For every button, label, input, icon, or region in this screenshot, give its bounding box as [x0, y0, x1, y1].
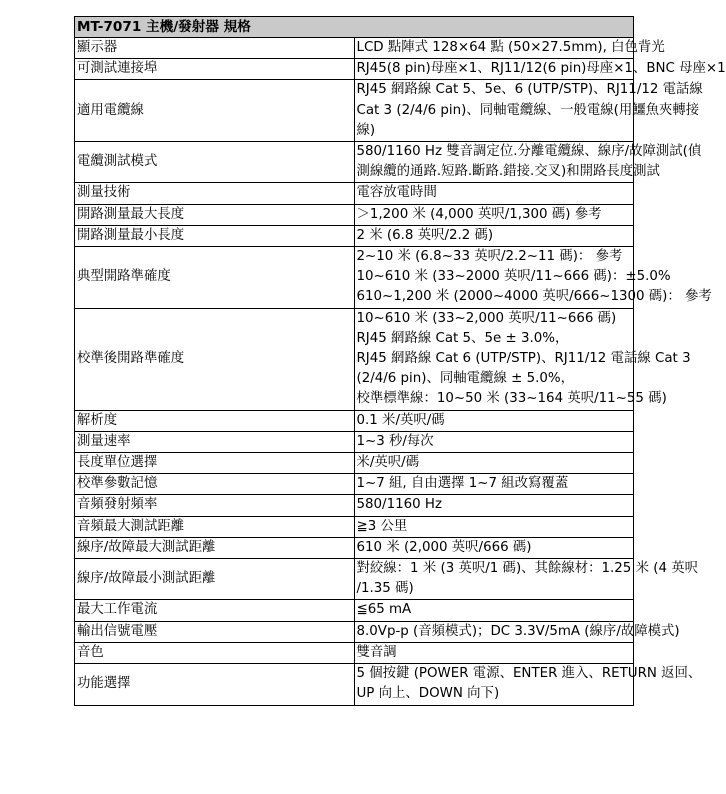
spec-row	[75, 474, 634, 495]
spec-label: 線序/故障最小測試距離	[75, 559, 355, 600]
spec-value-line: 對絞線：1 米 (3 英呎/1 碼)、其餘線材：1.25 米 (4 英呎	[356, 561, 699, 577]
spec-value-line: 580/1160 Hz	[356, 497, 443, 513]
spec-row	[75, 142, 634, 183]
spec-row	[75, 38, 634, 59]
spec-value	[354, 183, 634, 204]
spec-value	[354, 59, 726, 80]
spec-value-line: Cat 3 (2/4/6 pin)、同軸電纜線、一般電線(用鱷魚夾轉接	[356, 102, 700, 118]
spec-row	[75, 664, 634, 705]
spec-value-line: RJ45 網路線 Cat 5、5e、6 (UTP/STP)、RJ11/12 電話線	[356, 82, 703, 98]
spec-label: 解析度	[75, 410, 355, 431]
spec-row	[75, 495, 634, 516]
spec-value	[354, 453, 634, 474]
spec-value	[354, 621, 680, 642]
spec-value-line: 米/英呎/碼	[356, 455, 420, 471]
spec-row	[75, 600, 634, 621]
spec-value-line: 610 米 (2,000 英呎/666 碼)	[356, 539, 532, 555]
spec-row	[75, 559, 634, 600]
spec-value-line: 2 米 (6.8 英呎/2.2 碼)	[356, 227, 494, 243]
spec-value	[354, 308, 691, 410]
spec-label: 典型開路準確度	[75, 247, 355, 309]
spec-value	[354, 142, 702, 183]
spec-label: 長度單位選擇	[75, 453, 355, 474]
spec-label: 顯示器	[75, 38, 355, 59]
spec-value	[354, 431, 634, 452]
spec-value-line: RJ45 網路線 Cat 6 (UTP/STP)、RJ11/12 電話線 Cat 3	[356, 351, 691, 367]
spec-value-line: RJ45(8 pin)母座×1、RJ11/12(6 pin)母座×1、BNC 母座×1	[356, 61, 726, 77]
spec-value-line: 1~7 組, 自由選擇 1~7 組改寫覆蓋	[356, 476, 569, 492]
spec-label: 音頻最大測試距離	[75, 516, 355, 537]
spec-value	[354, 204, 634, 225]
spec-value-line: ＞1,200 米 (4,000 英呎/1,300 碼) 參考	[356, 206, 602, 222]
spec-table	[74, 16, 726, 706]
spec-row	[75, 453, 634, 474]
spec-value-line: 1~3 秒/每次	[356, 433, 434, 449]
spec-value	[354, 247, 712, 309]
spec-value-line: UP 向上、DOWN 向下)	[356, 686, 500, 702]
spec-row	[75, 537, 634, 558]
spec-value	[354, 225, 634, 246]
spec-value-line: 線)	[356, 122, 376, 138]
spec-value-line: 測線纜的通路.短路.斷路.錯接.交叉)和開路長度測試	[356, 164, 660, 180]
spec-value	[354, 410, 634, 431]
spec-row	[75, 308, 634, 410]
spec-label: 校準參數記憶	[75, 474, 355, 495]
spec-value-line: 0.1 米/英呎/碼	[356, 412, 445, 428]
spec-label: 校準後開路準確度	[75, 308, 355, 410]
spec-value	[354, 642, 634, 663]
spec-label: 開路測量最小長度	[75, 225, 355, 246]
spec-value	[354, 495, 634, 516]
spec-label: 開路測量最大長度	[75, 204, 355, 225]
spec-label: 音色	[75, 642, 355, 663]
spec-row	[75, 431, 634, 452]
spec-value-line: LCD 點陣式 128×64 點 (50×27.5mm), 白色背光	[356, 40, 665, 55]
spec-row	[75, 621, 634, 642]
spec-label: 功能選擇	[75, 664, 355, 705]
spec-label: 可測試連接埠	[75, 59, 355, 80]
spec-value-line: 10~610 米 (33~2000 英呎/11~666 碼)：±5.0%	[356, 269, 671, 285]
spec-value	[354, 537, 634, 558]
spec-table-body	[75, 17, 726, 706]
spec-label: 電纜測試模式	[75, 142, 355, 183]
spec-row	[75, 247, 634, 309]
spec-value-line: 電容放電時間	[356, 185, 437, 201]
spec-value-line: 雙音調	[356, 644, 397, 660]
spec-value-line: 校準標準線：10~50 米 (33~164 英呎/11~55 碼)	[356, 391, 667, 407]
spec-value-line: ≦65 mA	[356, 602, 412, 618]
spec-value	[354, 474, 634, 495]
spec-value-line: (2/4/6 pin)、同軸電纜線 ± 5.0%，	[356, 371, 574, 387]
spec-row	[75, 183, 634, 204]
spec-value	[354, 38, 665, 59]
spec-value	[354, 559, 699, 600]
spec-label: 最大工作電流	[75, 600, 355, 621]
spec-row	[75, 642, 634, 663]
spec-row	[75, 59, 634, 80]
spec-row	[75, 516, 634, 537]
spec-row	[75, 80, 634, 142]
spec-row	[75, 225, 634, 246]
spec-value	[354, 516, 634, 537]
spec-value-line: /1.35 碼)	[356, 581, 414, 597]
spec-row	[75, 410, 634, 431]
spec-label: 線序/故障最大測試距離	[75, 537, 355, 558]
spec-value-line: 8.0Vp-p (音頻模式)；DC 3.3V/5mA (線序/故障模式)	[356, 623, 680, 639]
spec-value-line: 5 個按鍵 (POWER 電源、ENTER 進入、RETURN 返回、	[356, 666, 702, 682]
spec-value	[354, 664, 702, 705]
spec-value-line: ≧3 公里	[356, 518, 408, 534]
spec-row	[75, 204, 634, 225]
spec-label: 適用電纜線	[75, 80, 355, 142]
spec-value-line: 610~1,200 米 (2000~4000 英呎/666~1300 碼)： 參考	[356, 289, 712, 305]
spec-value	[354, 80, 703, 142]
spec-label: 測量速率	[75, 431, 355, 452]
spec-value-line: RJ45 網路線 Cat 5、5e ± 3.0%，	[356, 330, 569, 346]
spec-value-line: 10~610 米 (33~2,000 英呎/11~666 碼)	[356, 310, 617, 326]
spec-label: 輸出信號電壓	[75, 621, 355, 642]
spec-value-line: 580/1160 Hz 雙音調定位.分離電纜線、線序/故障測試(偵	[356, 144, 702, 160]
title-row	[75, 17, 634, 38]
table-title: MT-7071 主機/發射器 規格	[75, 17, 634, 38]
spec-value	[354, 600, 634, 621]
spec-value-line: 2~10 米 (6.8~33 英呎/2.2~11 碼)： 參考	[356, 249, 623, 265]
spec-label: 音頻發射頻率	[75, 495, 355, 516]
spec-label: 測量技術	[75, 183, 355, 204]
